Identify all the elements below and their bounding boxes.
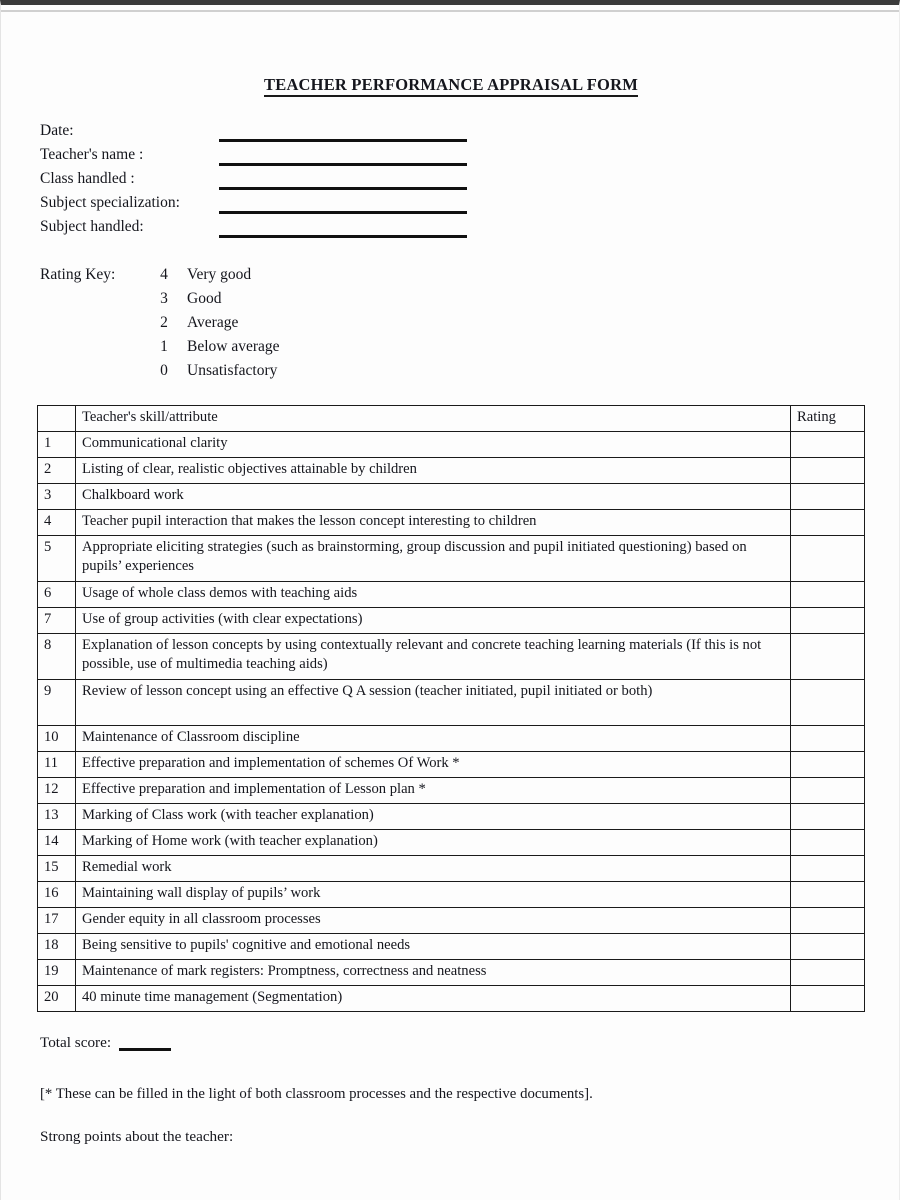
row-number: 10 bbox=[38, 725, 76, 751]
row-rating-cell[interactable] bbox=[791, 829, 865, 855]
total-score-row bbox=[40, 1034, 865, 1060]
table-row bbox=[38, 907, 865, 933]
header-fields bbox=[37, 121, 865, 241]
row-rating-cell[interactable] bbox=[791, 633, 865, 679]
row-rating-cell[interactable] bbox=[791, 431, 865, 457]
field-input-class-handled[interactable] bbox=[219, 187, 467, 190]
form-footer bbox=[37, 1034, 865, 1146]
row-rating-cell[interactable] bbox=[791, 881, 865, 907]
field-input-teacher-name[interactable] bbox=[219, 163, 467, 166]
table-row bbox=[38, 751, 865, 777]
row-number: 13 bbox=[38, 803, 76, 829]
field-label-date: Date: bbox=[40, 122, 74, 139]
table-row bbox=[38, 509, 865, 535]
rating-key-score: 3 bbox=[160, 290, 168, 307]
table-row bbox=[38, 633, 865, 679]
row-number: 2 bbox=[38, 457, 76, 483]
row-number: 11 bbox=[38, 751, 76, 777]
rating-key-score: 4 bbox=[160, 266, 168, 283]
total-score-label: Total score: bbox=[40, 1033, 112, 1051]
table-row bbox=[38, 581, 865, 607]
strong-points-label: Strong points about the teacher: bbox=[40, 1127, 234, 1145]
table-row bbox=[38, 829, 865, 855]
row-number: 3 bbox=[38, 483, 76, 509]
row-skill: Gender equity in all classroom processes bbox=[76, 907, 791, 933]
row-skill: Listing of clear, realistic objectives attainable by children bbox=[76, 457, 791, 483]
table-row bbox=[38, 483, 865, 509]
row-rating-cell[interactable] bbox=[791, 959, 865, 985]
rating-key-label: Below average bbox=[187, 338, 280, 355]
rating-key-score: 1 bbox=[160, 338, 168, 355]
table-row bbox=[38, 457, 865, 483]
table-row bbox=[38, 431, 865, 457]
table-row bbox=[38, 803, 865, 829]
table-row bbox=[38, 933, 865, 959]
rating-key-item bbox=[149, 311, 280, 335]
table-row bbox=[38, 725, 865, 751]
table-row bbox=[38, 855, 865, 881]
row-number: 4 bbox=[38, 509, 76, 535]
page-title-text: TEACHER PERFORMANCE APPRAISAL FORM bbox=[264, 75, 638, 97]
rating-key-item bbox=[149, 287, 280, 311]
row-skill: Being sensitive to pupils' cognitive and emotional needs bbox=[76, 933, 791, 959]
rating-key-label: Unsatisfactory bbox=[187, 362, 278, 379]
row-number: 1 bbox=[38, 431, 76, 457]
row-skill: Explanation of lesson concepts by using contextually relevant and concrete teaching learning materials (If this is not possible, use of multimedia teaching aids) bbox=[76, 633, 791, 679]
row-rating-cell[interactable] bbox=[791, 509, 865, 535]
row-skill: Usage of whole class demos with teaching aids bbox=[76, 581, 791, 607]
rating-key-label: Average bbox=[187, 314, 239, 331]
rating-key-item bbox=[149, 359, 280, 383]
table-row bbox=[38, 679, 865, 725]
row-rating-cell[interactable] bbox=[791, 803, 865, 829]
row-skill: Use of group activities (with clear expectations) bbox=[76, 607, 791, 633]
field-row-subject-specialization bbox=[37, 193, 865, 217]
table-row bbox=[38, 985, 865, 1011]
row-skill: Effective preparation and implementation of Lesson plan * bbox=[76, 777, 791, 803]
row-number: 15 bbox=[38, 855, 76, 881]
page-title bbox=[37, 75, 865, 95]
field-label-subject-handled: Subject handled: bbox=[40, 218, 144, 235]
row-rating-cell[interactable] bbox=[791, 751, 865, 777]
asterisk-note: [* These can be filled in the light of both classroom processes and the respective documents]. bbox=[40, 1085, 593, 1102]
table-header-row bbox=[38, 406, 865, 432]
row-number: 19 bbox=[38, 959, 76, 985]
rating-key-label: Good bbox=[187, 290, 222, 307]
row-skill: Appropriate eliciting strategies (such as brainstorming, group discussion and pupil initiated questioning) based on pupils’ experiences bbox=[76, 535, 791, 581]
row-rating-cell[interactable] bbox=[791, 457, 865, 483]
row-rating-cell[interactable] bbox=[791, 483, 865, 509]
table-row bbox=[38, 607, 865, 633]
row-number: 9 bbox=[38, 679, 76, 725]
row-rating-cell[interactable] bbox=[791, 607, 865, 633]
field-input-subject-handled[interactable] bbox=[219, 235, 467, 238]
rating-key-item bbox=[149, 335, 280, 359]
row-skill: Marking of Class work (with teacher explanation) bbox=[76, 803, 791, 829]
row-number: 5 bbox=[38, 535, 76, 581]
row-number: 18 bbox=[38, 933, 76, 959]
row-number: 14 bbox=[38, 829, 76, 855]
field-label-class-handled: Class handled : bbox=[40, 170, 135, 187]
row-skill: Maintaining wall display of pupils’ work bbox=[76, 881, 791, 907]
row-skill: Maintenance of mark registers: Promptness, correctness and neatness bbox=[76, 959, 791, 985]
table-row bbox=[38, 881, 865, 907]
column-header-rating: Rating bbox=[791, 406, 865, 432]
form-sheet bbox=[1, 5, 900, 1146]
row-rating-cell[interactable] bbox=[791, 725, 865, 751]
row-number: 7 bbox=[38, 607, 76, 633]
row-number: 17 bbox=[38, 907, 76, 933]
row-skill: Remedial work bbox=[76, 855, 791, 881]
row-rating-cell[interactable] bbox=[791, 985, 865, 1011]
rating-key-score: 0 bbox=[160, 362, 168, 379]
field-row-subject-handled bbox=[37, 217, 865, 241]
row-skill: 40 minute time management (Segmentation) bbox=[76, 985, 791, 1011]
appraisal-table bbox=[37, 405, 865, 1012]
rating-key-title: Rating Key: bbox=[40, 266, 116, 283]
table-row bbox=[38, 777, 865, 803]
row-skill: Review of lesson concept using an effective Q A session (teacher initiated, pupil initiated or both) bbox=[76, 679, 791, 725]
row-skill: Maintenance of Classroom discipline bbox=[76, 725, 791, 751]
rating-key bbox=[37, 263, 865, 389]
row-skill: Effective preparation and implementation of schemes Of Work * bbox=[76, 751, 791, 777]
field-row-teacher-name bbox=[37, 145, 865, 169]
row-number: 16 bbox=[38, 881, 76, 907]
table-row bbox=[38, 535, 865, 581]
column-header-number bbox=[38, 406, 76, 432]
table-row bbox=[38, 959, 865, 985]
row-rating-cell[interactable] bbox=[791, 933, 865, 959]
rating-key-item bbox=[149, 263, 280, 287]
total-score-input[interactable] bbox=[119, 1048, 171, 1051]
rating-key-list bbox=[149, 263, 280, 383]
row-rating-cell[interactable] bbox=[791, 581, 865, 607]
row-rating-cell[interactable] bbox=[791, 907, 865, 933]
field-input-subject-specialization[interactable] bbox=[219, 211, 467, 214]
row-number: 8 bbox=[38, 633, 76, 679]
field-label-teacher-name: Teacher's name : bbox=[40, 146, 144, 163]
row-rating-cell[interactable] bbox=[791, 679, 865, 725]
field-row-date bbox=[37, 121, 865, 145]
row-skill: Teacher pupil interaction that makes the lesson concept interesting to children bbox=[76, 509, 791, 535]
rating-key-label: Very good bbox=[187, 266, 252, 283]
field-label-subject-specialization: Subject specialization: bbox=[40, 194, 180, 211]
row-number: 20 bbox=[38, 985, 76, 1011]
field-input-date[interactable] bbox=[219, 139, 467, 142]
row-number: 12 bbox=[38, 777, 76, 803]
row-number: 6 bbox=[38, 581, 76, 607]
column-header-skill: Teacher's skill/attribute bbox=[76, 406, 791, 432]
row-rating-cell[interactable] bbox=[791, 535, 865, 581]
row-skill: Marking of Home work (with teacher explanation) bbox=[76, 829, 791, 855]
row-skill: Communicational clarity bbox=[76, 431, 791, 457]
row-rating-cell[interactable] bbox=[791, 777, 865, 803]
rating-key-score: 2 bbox=[160, 314, 168, 331]
row-skill: Chalkboard work bbox=[76, 483, 791, 509]
field-row-class-handled bbox=[37, 169, 865, 193]
row-rating-cell[interactable] bbox=[791, 855, 865, 881]
